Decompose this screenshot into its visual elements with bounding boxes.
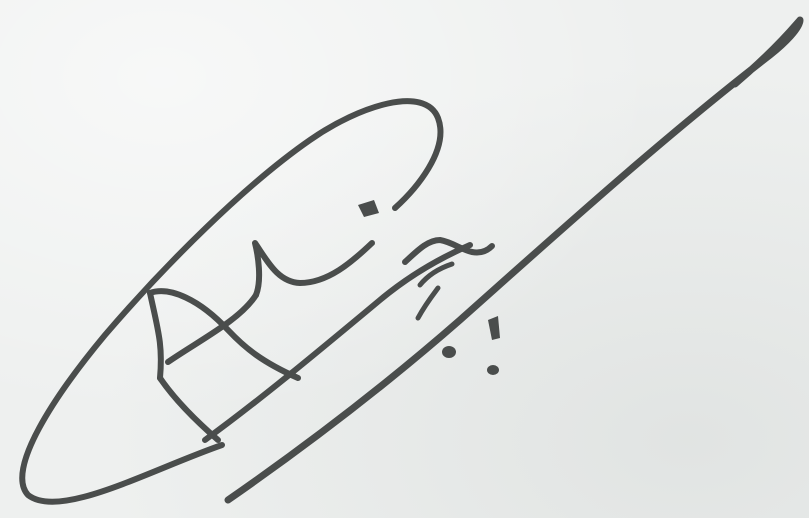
signature-ink-dot-1: [442, 346, 456, 358]
signature-long-slash: [228, 20, 800, 500]
signature-i-dot: [358, 200, 379, 217]
signature-ink-dot-3: [487, 365, 499, 375]
signature-ink-dot-2: [488, 316, 500, 340]
signature-letter-l-stroke: [255, 243, 372, 295]
signature-letter-a-crossbar: [168, 295, 256, 362]
signature-letter-a-right-stroke: [150, 291, 298, 378]
signature-flourish-small: [405, 240, 492, 262]
signature-letter-a-tail: [160, 378, 218, 440]
signature-flourish-small-c: [418, 288, 438, 318]
signature-letter-a-left-stroke: [150, 293, 161, 378]
